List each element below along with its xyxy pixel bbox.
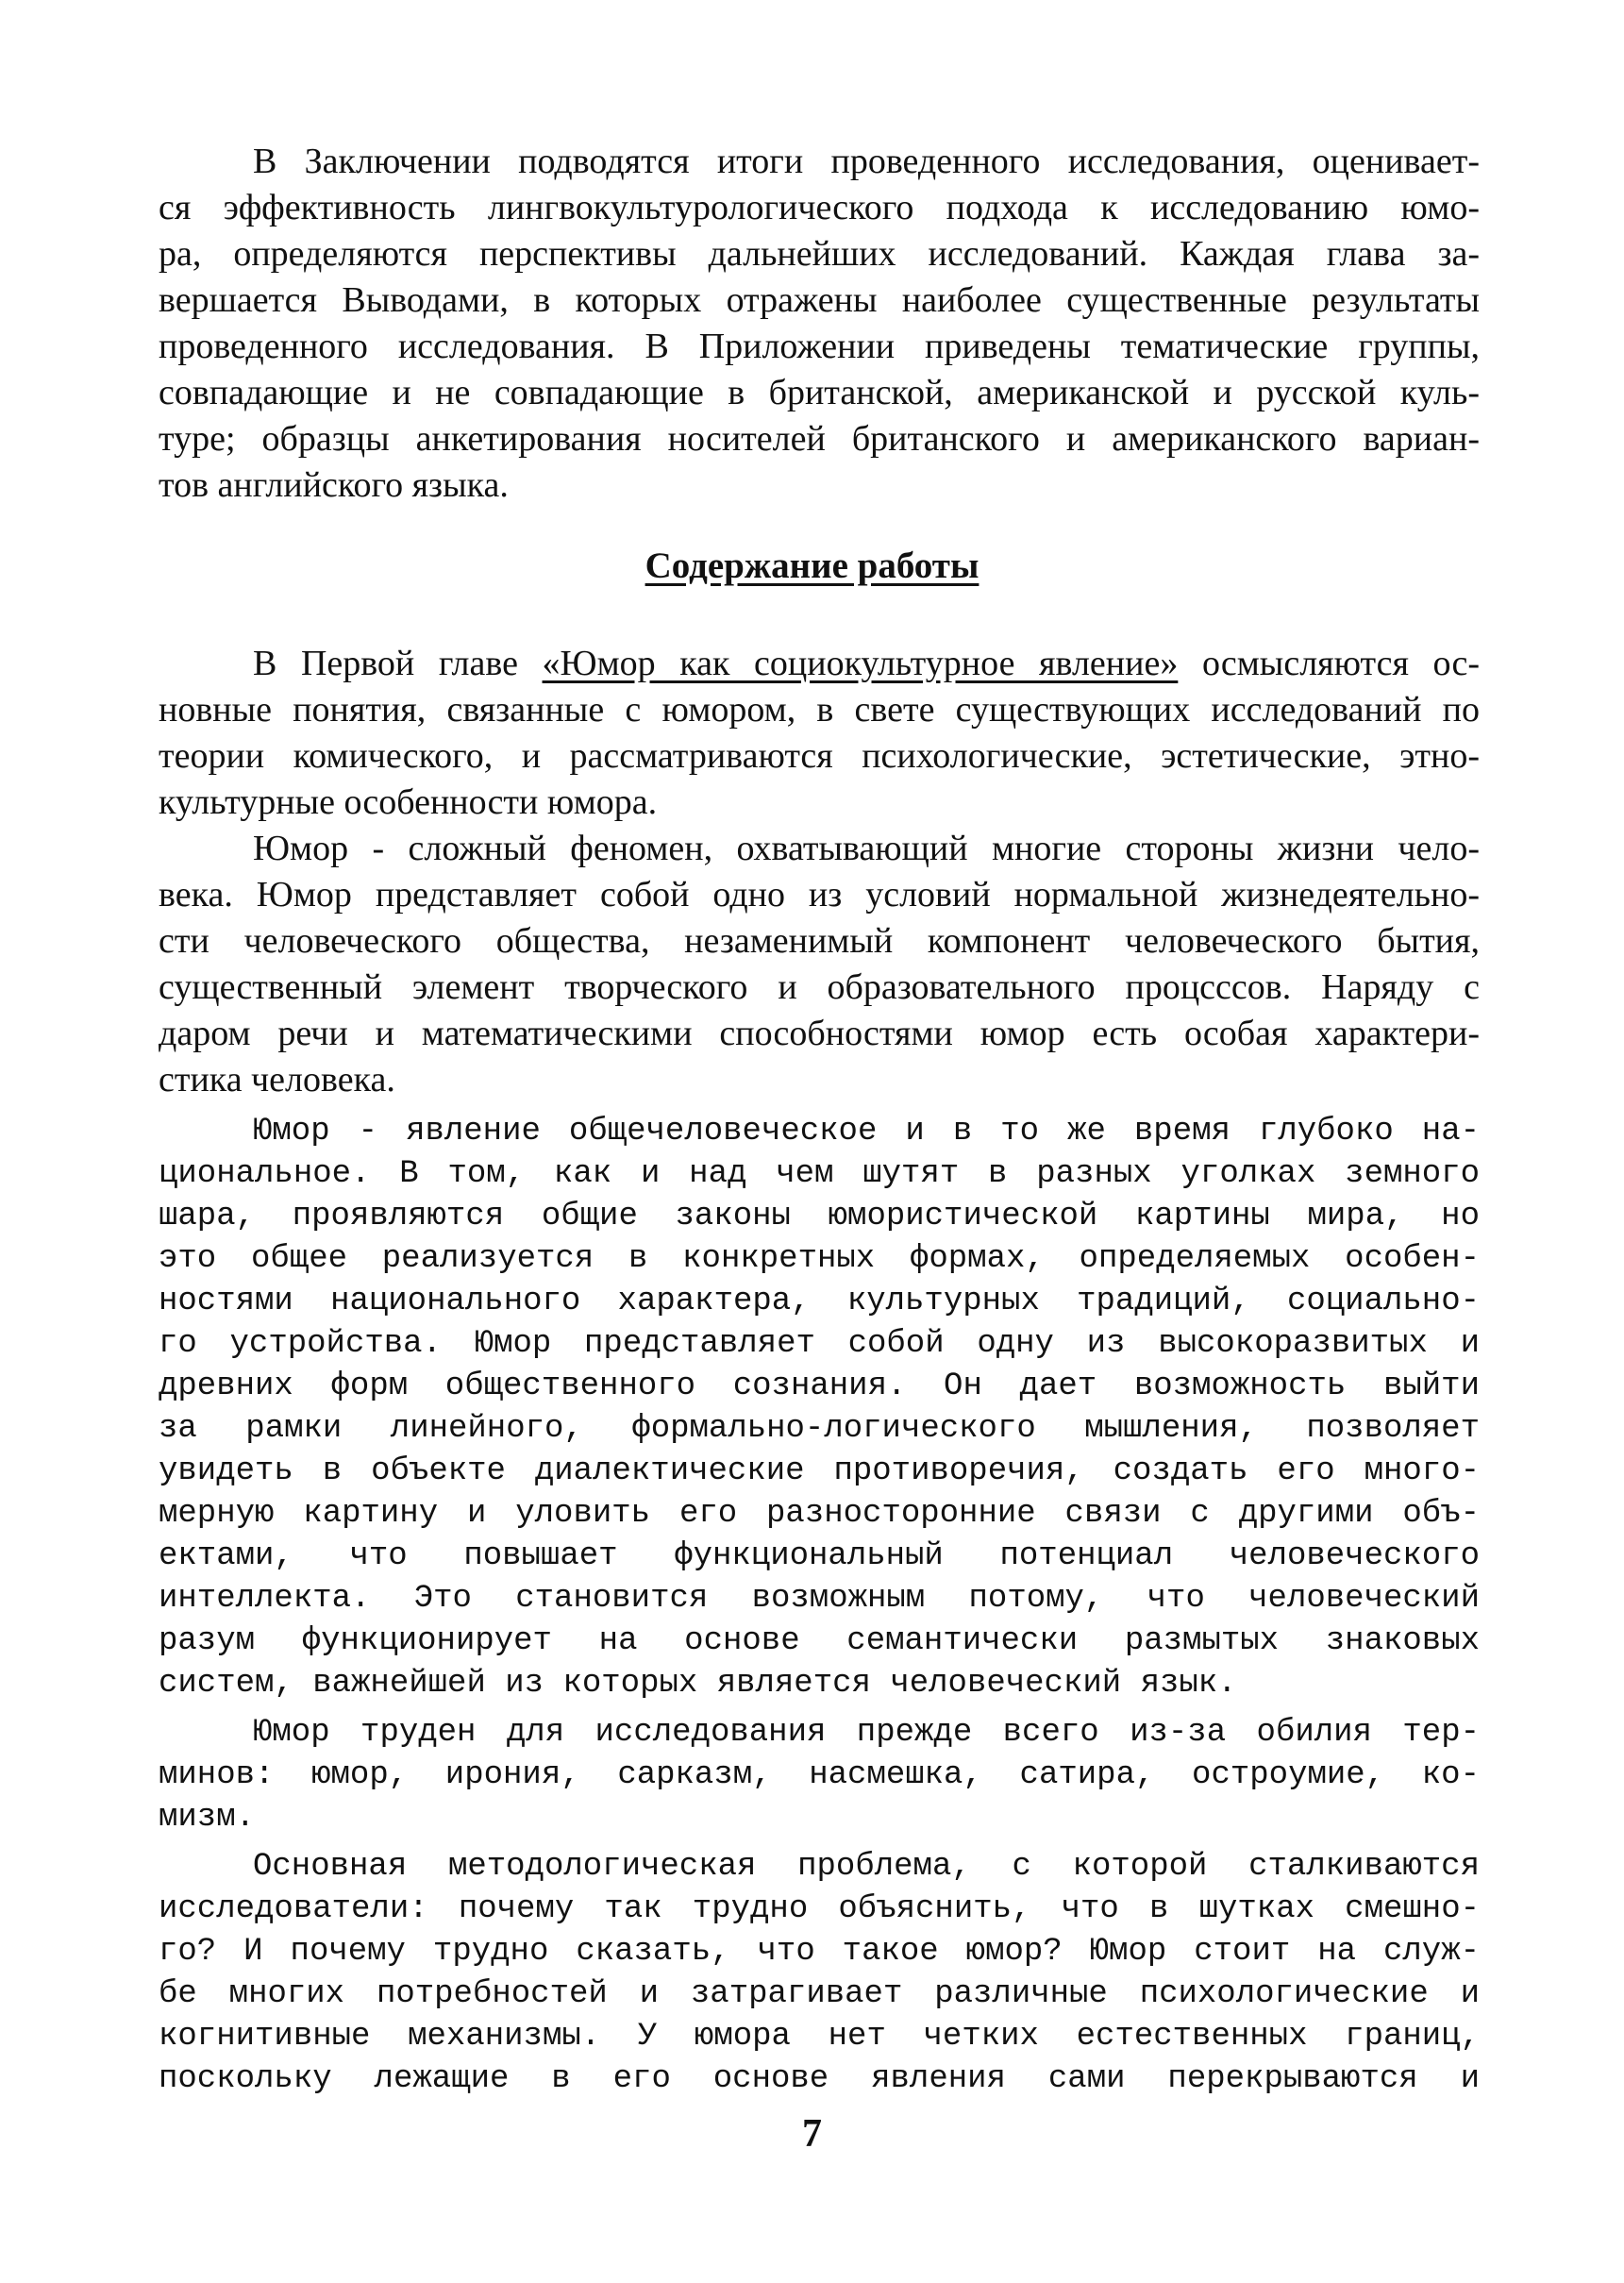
text-line: го устройства. Юмор представляет собой одну из высокоразвитых и (159, 1326, 1480, 1362)
text-line: проведенного исследования. В Приложении приведены тематические группы, (159, 327, 1480, 366)
text-line: В Заключении подводятся итоги проведенного исследования, оценивает- (253, 142, 1480, 181)
text-line: века. Юмор представляет собой одно из условий нормальной жизнедеятельно- (159, 875, 1480, 915)
text-line: ся эффективность лингвокультурологического подхода к исследованию юмо- (159, 188, 1480, 227)
text-line: мерную картину и уловить его разносторонние связи с другими объ- (159, 1496, 1480, 1532)
text-line: бе многих потребностей и затрагивает различные психологические и (159, 1976, 1480, 2012)
chapter-title: «Юмор как социокультурное явление» (542, 644, 1179, 683)
section-heading (0, 545, 1624, 588)
text-line: Юмор труден для исследования прежде всего из-за обилия тер- (253, 1715, 1480, 1751)
page-number: 7 (802, 2112, 822, 2156)
text-line: древних форм общественного сознания. Он дает возможность выйти (159, 1368, 1480, 1404)
text-line: сти человеческого общества, незаменимый компонент человеческого бытия, (159, 921, 1480, 961)
text-line: туре; образцы анкетирования носителей британского и американского вариан- (159, 419, 1480, 459)
text-line: стика человека. (159, 1060, 395, 1100)
text-line: культурные особенности юмора. (159, 782, 658, 822)
text-line: даром речи и математическими способностями юмор есть особая характери- (159, 1014, 1480, 1053)
text-line: совпадающие и не совпадающие в британской, американской и русской куль- (159, 373, 1480, 412)
text-line: ностями национального характера, культурных традиций, социально- (159, 1284, 1480, 1319)
text-line: интеллекта. Это становится возможным потому, что человеческий (159, 1581, 1480, 1617)
text-line: теории комического, и рассматриваются психологические, эстетические, этно- (159, 736, 1480, 776)
text-line: это общее реализуется в конкретных формах, определяемых особен- (159, 1241, 1480, 1277)
text-line: мизм. (159, 1800, 256, 1836)
text-line: тов английского языка. (159, 465, 509, 505)
text-line: новные понятия, связанные с юмором, в свете существующих исследований по (159, 690, 1480, 730)
text-line: минов: юмор, ирония, сарказм, насмешка, сатира, остроумие, ко- (159, 1757, 1480, 1793)
text-line: ра, определяются перспективы дальнейших исследований. Каждая глава за- (159, 234, 1480, 274)
text-line: вершается Выводами, в которых отражены наиболее существенные результаты (159, 280, 1480, 320)
text-line: поскольку лежащие в его основе явления сами перекрываются и (159, 2061, 1480, 2097)
text-line: Основная методологическая проблема, с которой сталкиваются (253, 1849, 1480, 1885)
section-heading-text: Содержание работы (645, 546, 979, 586)
text-line: за рамки линейного, формально-логического мышления, позволяет (159, 1411, 1480, 1447)
text-line: го? И почему трудно сказать, что такое юмор? Юмор стоит на служ- (159, 1934, 1480, 1970)
text-line: систем, важнейшей из которых является человеческий язык. (159, 1666, 1237, 1702)
text-segment: осмысляются ос- (1178, 644, 1481, 683)
text-segment: В Первой главе (253, 644, 543, 683)
text-line: шара, проявляются общие законы юмористической картины мира, но (159, 1199, 1480, 1234)
text-line: существенный элемент творческого и образовательного процсссов. Наряду с (159, 967, 1480, 1007)
text-line: когнитивные механизмы. У юмора нет четких естественных границ, (159, 2019, 1480, 2055)
text-line: увидеть в объекте диалектические противоречия, создать его много- (159, 1453, 1480, 1489)
text-line (253, 642, 1480, 687)
text-line: циональное. В том, как и над чем шутят в разных уголках земного (159, 1156, 1480, 1192)
text-line: Юмор - сложный феномен, охватывающий многие стороны жизни чело- (253, 829, 1480, 868)
text-line: ектами, что повышает функциональный потенциал человеческого (159, 1538, 1480, 1574)
text-line: исследователи: почему так трудно объяснить, что в шутках смешно- (159, 1891, 1480, 1927)
text-line: Юмор - явление общечеловеческое и в то же время глубоко на- (253, 1114, 1480, 1150)
text-line: разум функционирует на основе семантически размытых знаковых (159, 1623, 1480, 1659)
